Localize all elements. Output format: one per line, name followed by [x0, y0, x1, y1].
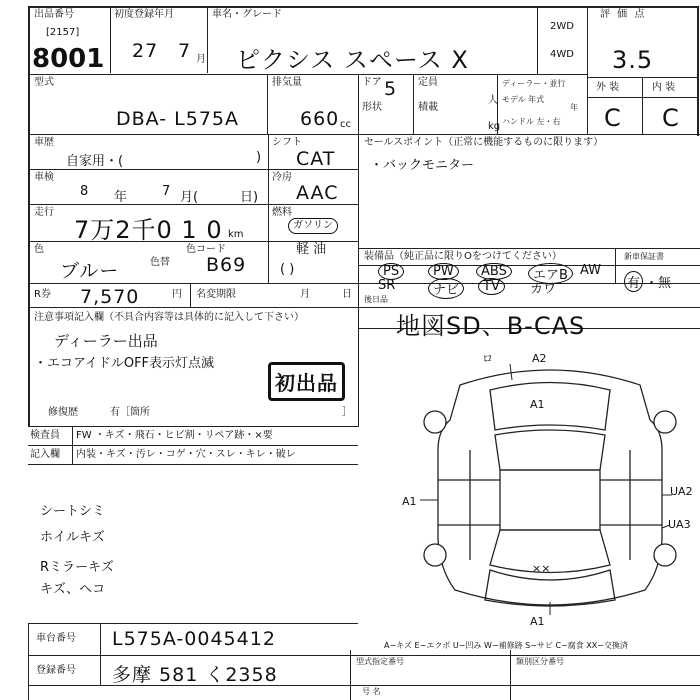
- model-value: DBA- L575A: [116, 108, 239, 130]
- history-value: 自家用・(: [66, 154, 124, 169]
- history-label: 車歴: [34, 137, 54, 148]
- displacement-value: 660: [300, 108, 340, 130]
- equip-item: AW: [580, 263, 602, 278]
- first-listing-stamp: 初出品: [268, 362, 345, 401]
- grade-label: 評 価 点: [600, 9, 647, 20]
- reg-label: 登録番号: [36, 665, 76, 676]
- recycle-unit: 円: [172, 289, 182, 300]
- color-code-label: 色コード: [186, 244, 226, 255]
- chassis-label: 車台番号: [36, 633, 76, 644]
- seller-label: 号 名: [362, 687, 381, 696]
- recycle-value: 7,570: [80, 286, 140, 308]
- inspection-label: 車検: [34, 172, 54, 183]
- repair-value: 有［箇所: [110, 407, 150, 418]
- ac-value: AAC: [296, 182, 339, 204]
- diagram-label: ロ: [482, 352, 493, 365]
- equip-item: ABS: [476, 263, 512, 280]
- inspector-row2-label: 記入欄: [30, 449, 60, 460]
- shift-value: CAT: [296, 148, 336, 170]
- frame-left: [28, 6, 30, 426]
- first-reg-month-unit: 月: [196, 54, 206, 65]
- warranty-no: ・無: [645, 276, 672, 291]
- model-year-unit: 年: [570, 103, 578, 112]
- frame-top: [28, 6, 699, 8]
- lot-number: 8001: [32, 44, 105, 74]
- sales-label: セールスポイント（正常に機能するものに限ります）: [364, 137, 604, 148]
- load-label: 積載: [418, 102, 438, 113]
- inspector-row1-label: 検査員: [30, 430, 60, 441]
- expiry-month-unit: 月: [300, 289, 310, 300]
- equip-item: PW: [428, 263, 459, 280]
- capacity-unit: 人: [488, 95, 498, 106]
- fuel-diesel: 軽 油: [296, 242, 327, 257]
- inspection-year-unit: 年: [114, 190, 128, 205]
- dealer-label: ディーラー・並行: [502, 79, 566, 88]
- displacement-unit: cc: [340, 119, 351, 130]
- exterior-label: 外 装: [596, 82, 620, 93]
- lower-note: Rミラーキズ: [40, 560, 114, 575]
- recycle-label: R券: [34, 289, 51, 300]
- diagram-legend: A−キズ E−エクボ U−凹み W−補修跡 S−サビ C−腐食 XX−交換済: [384, 641, 628, 650]
- interior-label: 内 装: [652, 82, 676, 93]
- inspector-row2-items: 内装・キズ・汚レ・コゲ・穴・スレ・キレ・破レ: [76, 449, 296, 460]
- first-reg-month: 7: [178, 40, 192, 62]
- first-reg-label: 初度登録年月: [114, 9, 174, 20]
- doors-label: ドア: [362, 77, 382, 88]
- aftermarket-label: 後日品: [364, 295, 388, 304]
- fuel-gas: ガソリン: [288, 218, 338, 234]
- equip-item: PS: [378, 263, 404, 280]
- warranty-yes: 有: [624, 271, 643, 292]
- fuel-label: 燃料: [272, 207, 292, 218]
- fuel-other: ( ): [280, 262, 295, 277]
- diagram-label: A1: [530, 615, 545, 628]
- ac-label: 冷房: [272, 172, 292, 183]
- grade-value: 3.5: [612, 46, 654, 74]
- notes-line-1: ディーラー出品: [54, 332, 158, 350]
- model-year-label: モデル 年式: [502, 95, 545, 104]
- warranty-label: 新車保証書: [624, 252, 664, 261]
- diagram-label: A1: [402, 495, 417, 508]
- inspection-day-unit: 日): [240, 190, 259, 205]
- class-no-label: 類別区分番号: [516, 657, 564, 666]
- inspection-year: 8: [80, 184, 89, 199]
- diagram-label: A1: [530, 398, 545, 411]
- aftermarket-value: 地図SD、B-CAS: [396, 312, 586, 340]
- repair-close: ］: [342, 407, 352, 418]
- equip-item: SR: [378, 278, 396, 293]
- mileage-unit: km: [228, 229, 244, 240]
- frame-right: [697, 6, 699, 136]
- diagram-label: A2: [532, 352, 547, 365]
- shift-label: シフト: [272, 137, 302, 148]
- mileage-value: 7万2千0 1 0: [74, 216, 223, 244]
- lower-note: シートシミ: [40, 504, 106, 519]
- lot-label: 出品番号: [34, 9, 74, 20]
- interior-value: C: [662, 104, 680, 132]
- color-code-value: B69: [206, 254, 247, 276]
- diagram-label: UA3: [668, 518, 691, 531]
- lower-note: ホイルキズ: [40, 530, 105, 545]
- color-value: ブルー: [60, 260, 120, 282]
- inspection-month: 7: [162, 184, 171, 199]
- equip-item: TV: [478, 278, 505, 295]
- diagram-label: ××: [532, 562, 551, 575]
- chassis-value: L575A-0045412: [112, 628, 276, 650]
- color-change-label: 色替: [150, 257, 170, 268]
- first-reg-year: 27: [132, 40, 159, 62]
- equip-label: 装備品（純正品に限りOをつけてください）: [364, 251, 562, 262]
- notes-title: 注意事項記入欄（不具合内容等は具体的に記入して下さい）: [34, 312, 304, 323]
- lot-bracket: [2157]: [46, 27, 80, 38]
- shape-label: 形状: [362, 102, 382, 113]
- drive-4wd: 4WD: [550, 49, 574, 60]
- inspection-month-unit: 月(: [180, 190, 199, 205]
- load-unit: kg: [488, 121, 501, 132]
- exterior-value: C: [604, 104, 622, 132]
- doors-value: 5: [384, 78, 398, 100]
- type-no-label: 型式指定番号: [356, 657, 404, 666]
- car-name-label: 車名・グレード: [212, 9, 282, 20]
- car-diagram: [400, 350, 700, 630]
- equip-item: エアB: [528, 263, 573, 284]
- repair-label: 修復歴: [48, 407, 78, 418]
- car-name: ピクシス スペース X: [236, 46, 469, 74]
- handle-label: ハンドル 左・右: [502, 117, 561, 126]
- diagram-label: UA2: [670, 485, 693, 498]
- capacity-label: 定員: [418, 77, 438, 88]
- inspector-row1-items: FW ・キズ・飛石・ヒビ割・リペア跡・×要: [76, 430, 273, 441]
- notes-line-2: ・エコアイドルOFF表示灯点滅: [34, 356, 215, 371]
- expiry-label: 名変期限: [196, 289, 236, 300]
- reg-value: 多摩 581 く2358: [112, 664, 278, 686]
- mileage-label: 走行: [34, 207, 54, 218]
- equip-item: ナビ: [428, 278, 464, 299]
- drive-2wd: 2WD: [550, 21, 574, 32]
- color-label: 色: [34, 244, 44, 255]
- lower-note: キズ、ヘコ: [40, 582, 106, 597]
- model-label: 型式: [34, 77, 54, 88]
- sales-value: ・バックモニター: [370, 158, 475, 173]
- displacement-label: 排気量: [272, 77, 302, 88]
- equip-item: カワ: [530, 282, 557, 297]
- expiry-day-unit: 日: [342, 289, 352, 300]
- history-close: ): [256, 150, 262, 165]
